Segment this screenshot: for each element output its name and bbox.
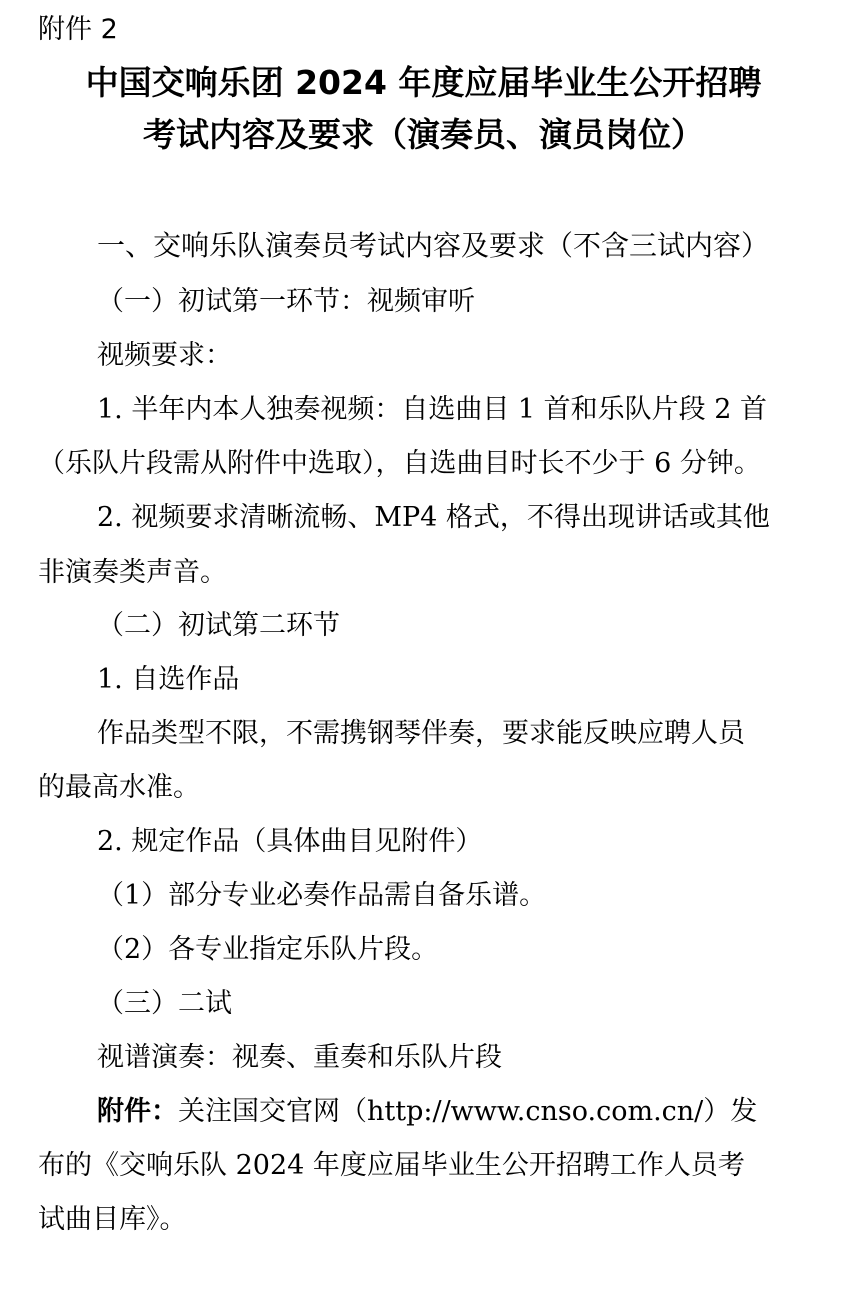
- attachment-note-label: 附件：: [97, 1096, 178, 1127]
- subsection-heading-3: （三）二试: [97, 988, 232, 1019]
- required-works-label: 2. 规定作品（具体曲目见附件）: [97, 826, 483, 857]
- attachment-note-line-1: [97, 1094, 757, 1130]
- subsection-heading-2: （二）初试第二环节: [97, 610, 340, 641]
- item-2-line-2: 非演奏类声音。: [38, 557, 227, 588]
- attachment-note-line-3: 试曲目库》。: [38, 1204, 187, 1235]
- self-select-line-2: 的最高水准。: [38, 772, 200, 803]
- item-1-line-2: （乐队片段需从附件中选取），自选曲目时长不少于 6 分钟。: [38, 448, 761, 479]
- page-title-line-1: 中国交响乐团 2024 年度应届毕业生公开招聘: [85, 63, 762, 102]
- required-works-item-2: （2）各专业指定乐队片段。: [97, 934, 439, 965]
- self-select-line-1: 作品类型不限，不需携钢琴伴奏，要求能反映应聘人员: [97, 718, 745, 749]
- attachment-note-line-2: 布的《交响乐队 2024 年度应届毕业生公开招聘工作人员考: [38, 1150, 745, 1181]
- item-1-line-1: 1. 半年内本人独奏视频：自选曲目 1 首和乐队片段 2 首: [97, 394, 768, 425]
- section-heading: 一、交响乐队演奏员考试内容及要求（不含三试内容）: [97, 229, 770, 262]
- required-works-item-1: （1）部分专业必奏作品需自备乐谱。: [97, 880, 547, 911]
- self-select-label: 1. 自选作品: [97, 664, 240, 695]
- attachment-label: 附件 2: [38, 14, 118, 45]
- video-requirements-label: 视频要求：: [97, 340, 232, 371]
- second-round-content: 视谱演奏：视奏、重奏和乐队片段: [97, 1042, 502, 1073]
- subsection-heading-1: （一）初试第一环节：视频审听: [97, 286, 475, 317]
- attachment-note-link-text: 关注国交官网（http://www.cnso.com.cn/）发: [178, 1096, 758, 1127]
- page-title-line-2: 考试内容及要求（演奏员、演员岗位）: [143, 115, 704, 154]
- item-2-line-1: 2. 视频要求清晰流畅、MP4 格式，不得出现讲话或其他: [97, 502, 770, 533]
